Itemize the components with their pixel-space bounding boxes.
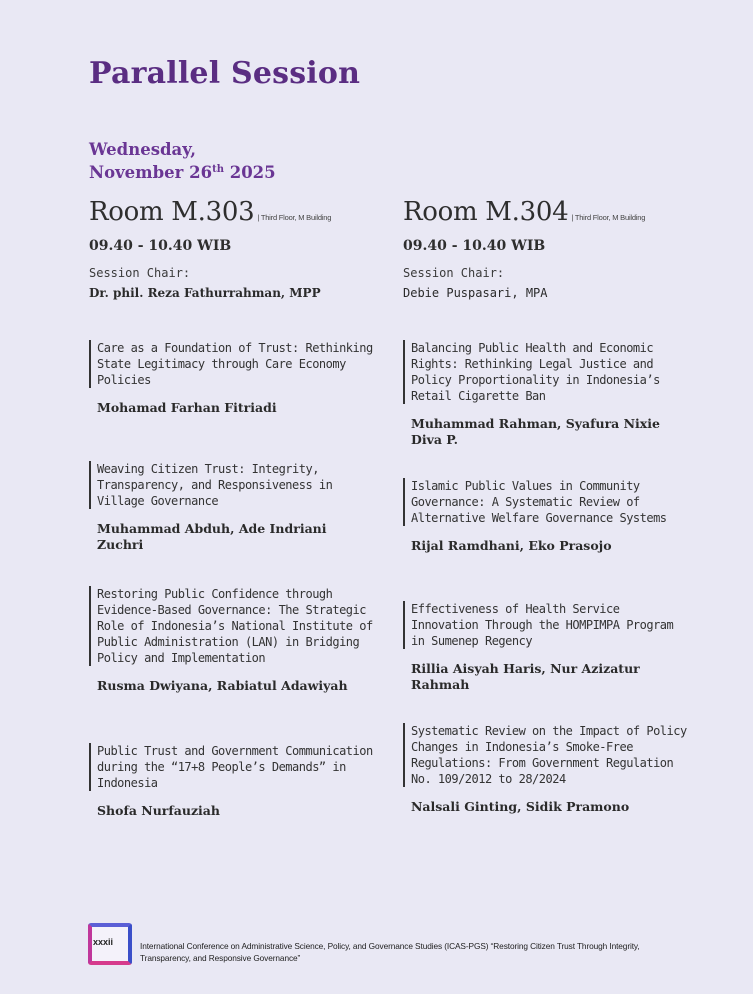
room-name: Room M.303 — [89, 197, 255, 227]
date-full — [89, 161, 276, 184]
paper-title: Weaving Citizen Trust: Integrity, Transparency, and Responsiveness in Village Governance — [89, 461, 374, 509]
paper-title: Care as a Foundation of Trust: Rethinking State Legitimacy through Care Economy Policies — [89, 340, 374, 388]
paper-entry — [403, 601, 688, 693]
paper-entry — [403, 340, 688, 448]
paper-authors: Rillia Aisyah Haris, Nur Azizatur Rahmah — [411, 661, 640, 692]
session-chair-label: Session Chair: — [89, 266, 191, 280]
paper-title: Balancing Public Health and Economic Rights: Rethinking Legal Justice and Policy Proportionality in Indonesia’s Retail Cigarette Ban — [403, 340, 688, 404]
room-location: | Third Floor, M Building — [571, 213, 646, 222]
page-title: Parallel Session — [89, 56, 361, 91]
paper-entry — [89, 586, 374, 694]
paper-authors: Nalsali Ginting, Sidik Pramono — [411, 799, 630, 814]
session-time: 09.40 - 10.40 WIB — [403, 238, 546, 254]
room-heading — [403, 197, 693, 233]
date-month-day: November 26 — [89, 163, 213, 182]
paper-entry — [89, 461, 374, 553]
date-ordinal: th — [212, 164, 224, 175]
page-number-badge — [88, 923, 132, 965]
paper-entry — [89, 340, 374, 416]
date-year: 2025 — [223, 163, 276, 182]
session-date — [89, 138, 276, 184]
room-m304-column — [403, 197, 693, 814]
paper-title: Systematic Review on the Impact of Policy Changes in Indonesia’s Smoke-Free Regulations: From Government Regulation No. 109/2012 to 28/2024 — [403, 723, 688, 787]
session-chair-label: Session Chair: — [403, 266, 505, 280]
footer-conference-text: International Conference on Administrative Science, Policy, and Governance Studies (ICAS-PGS) “Restoring Citizen Trust Through Integrity, Transparency, and Responsive Governance” — [140, 941, 640, 963]
date-weekday: Wednesday, — [89, 140, 196, 159]
room-name: Room M.304 — [403, 197, 569, 227]
paper-authors: Rijal Ramdhani, Eko Prasojo — [411, 538, 612, 553]
paper-title: Islamic Public Values in Community Governance: A Systematic Review of Alternative Welfare Governance Systems — [403, 478, 688, 526]
session-chair-name: Debie Puspasari, MPA — [403, 286, 548, 300]
paper-authors: Mohamad Farhan Fitriadi — [97, 400, 277, 415]
paper-title: Effectiveness of Health Service Innovation Through the HOMPIMPA Program in Sumenep Regency — [403, 601, 688, 649]
paper-authors: Muhammad Abduh, Ade Indriani Zuchri — [97, 521, 327, 552]
paper-authors: Muhammad Rahman, Syafura Nixie Diva P. — [411, 416, 660, 447]
room-heading — [89, 197, 379, 233]
room-m303-column — [89, 197, 379, 818]
paper-title: Restoring Public Confidence through Evidence-Based Governance: The Strategic Role of Indonesia’s National Institute of Public Administration (LAN) in Bridging Policy and Implementation — [89, 586, 374, 666]
paper-entry — [403, 478, 688, 554]
session-time: 09.40 - 10.40 WIB — [89, 238, 232, 254]
paper-entry — [403, 723, 688, 815]
room-location: | Third Floor, M Building — [257, 213, 332, 222]
session-chair-name: Dr. phil. Reza Fathurrahman, MPP — [89, 286, 321, 300]
page-number: xxxii — [93, 937, 114, 947]
paper-authors: Shofa Nurfauziah — [97, 803, 220, 818]
paper-entry — [89, 743, 374, 819]
paper-authors: Rusma Dwiyana, Rabiatul Adawiyah — [97, 678, 348, 693]
paper-title: Public Trust and Government Communication during the “17+8 People’s Demands” in Indonesia — [89, 743, 374, 791]
